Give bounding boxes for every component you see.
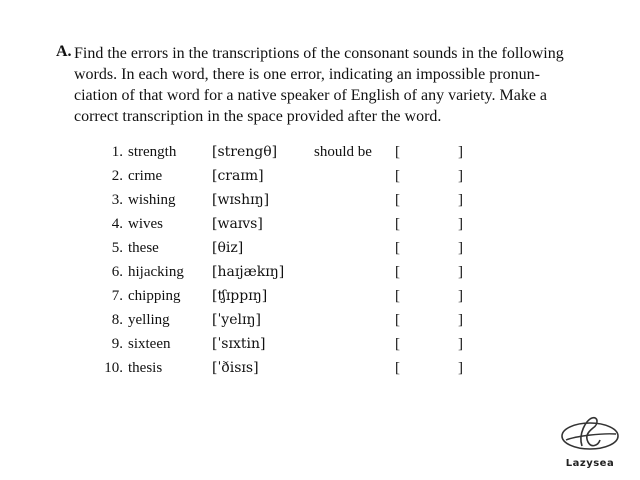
- item-transcription: [wɪshɪŋ]: [212, 192, 270, 208]
- item-number: 7.: [111, 288, 123, 304]
- item-transcription: [ˈðisɪs]: [212, 360, 259, 376]
- item-transcription: [waɪvs]: [212, 216, 263, 232]
- item-word: strength: [128, 144, 177, 160]
- item-number: 6.: [111, 264, 123, 280]
- list-item: [0, 310, 640, 330]
- answer-bracket-close: ]: [458, 240, 463, 256]
- list-item: [0, 238, 640, 258]
- answer-bracket-close: ]: [458, 144, 463, 160]
- answer-bracket-open: [: [395, 288, 400, 304]
- exercise-instructions: [74, 43, 564, 127]
- list-item: [0, 142, 640, 162]
- answer-bracket-open: [: [395, 144, 400, 160]
- answer-bracket-open: [: [395, 216, 400, 232]
- item-transcription: [ˈsɪxtin]: [212, 336, 266, 352]
- item-transcription: [craɪm]: [212, 168, 264, 184]
- answer-bracket-open: [: [395, 240, 400, 256]
- answer-bracket-close: ]: [458, 192, 463, 208]
- answer-bracket-close: ]: [458, 360, 463, 376]
- item-word: yelling: [128, 312, 170, 328]
- answer-bracket-close: ]: [458, 216, 463, 232]
- answer-bracket-close: ]: [458, 264, 463, 280]
- exercise-letter: A.: [56, 43, 72, 60]
- list-item: [0, 358, 640, 378]
- list-item: [0, 286, 640, 306]
- list-item: [0, 262, 640, 282]
- item-word: sixteen: [128, 336, 171, 352]
- list-item: [0, 190, 640, 210]
- item-transcription: [strengθ]: [212, 144, 278, 160]
- item-word: these: [128, 240, 159, 256]
- instruction-line: Find the errors in the transcriptions of the consonant sounds in the following: [74, 45, 564, 62]
- list-item: [0, 334, 640, 354]
- item-word: wishing: [128, 192, 176, 208]
- item-word: crime: [128, 168, 163, 184]
- item-number: 5.: [111, 240, 123, 256]
- list-item: [0, 166, 640, 186]
- item-number: 10.: [104, 360, 123, 376]
- item-word: thesis: [128, 360, 163, 376]
- answer-bracket-open: [: [395, 360, 400, 376]
- answer-bracket-close: ]: [458, 312, 463, 328]
- lazysea-watermark: [552, 406, 628, 476]
- instruction-line: words. In each word, there is one error, indicating an impossible pronun-: [74, 66, 540, 83]
- item-number: 2.: [111, 168, 123, 184]
- item-number: 3.: [111, 192, 123, 208]
- lazysea-logo-icon: [552, 406, 628, 458]
- item-number: 4.: [111, 216, 123, 232]
- item-word: wives: [128, 216, 163, 232]
- answer-bracket-close: ]: [458, 168, 463, 184]
- answer-bracket-open: [: [395, 336, 400, 352]
- item-transcription: [ˈyelɪŋ]: [212, 312, 261, 328]
- should-be-label: should be: [314, 144, 372, 160]
- answer-bracket-open: [: [395, 312, 400, 328]
- answer-bracket-close: ]: [458, 336, 463, 352]
- instruction-line: correct transcription in the space provided after the word.: [74, 108, 442, 125]
- instruction-line: ciation of that word for a native speaker of English of any variety. Make a: [74, 87, 548, 104]
- item-number: 1.: [111, 144, 123, 160]
- item-word: hijacking: [128, 264, 184, 280]
- answer-bracket-open: [: [395, 168, 400, 184]
- list-item: [0, 214, 640, 234]
- item-transcription: [ʧɪppɪŋ]: [212, 288, 268, 304]
- answer-bracket-open: [: [395, 192, 400, 208]
- watermark-text: Lazysea: [565, 458, 615, 469]
- item-number: 9.: [111, 336, 123, 352]
- item-transcription: [haɪjækɪŋ]: [212, 264, 285, 280]
- item-transcription: [θiz]: [212, 240, 244, 256]
- item-number: 8.: [111, 312, 123, 328]
- answer-bracket-open: [: [395, 264, 400, 280]
- item-word: chipping: [128, 288, 181, 304]
- answer-bracket-close: ]: [458, 288, 463, 304]
